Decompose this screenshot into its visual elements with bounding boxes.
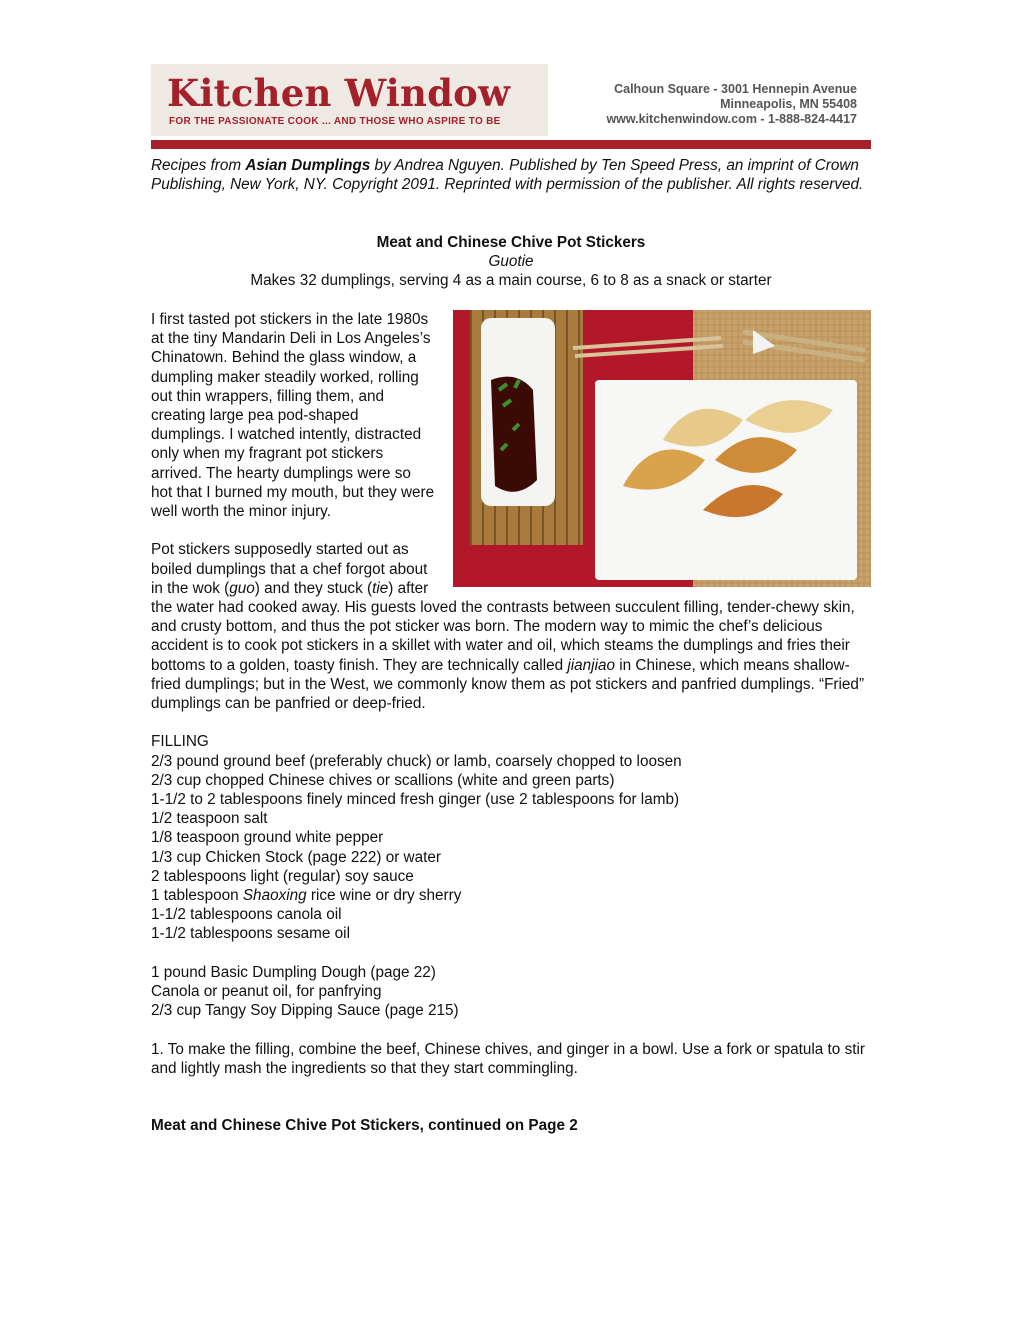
recipe-body — [151, 310, 871, 1154]
p2-part-c: ) after the water had cooked away. His guests loved the contrasts between succulent filling, tender-chewy skin, and crusty bottom, and thus the pot sticker was born. The modern way to mimic the chef’s delicious accident is to cook pot stickers in a skillet with water and oil, which steams the dumplings and fries their bottoms to a golden, toasty finish. They are technically called — [151, 579, 855, 674]
publisher-credit — [151, 156, 871, 194]
recipe-yield: Makes 32 dumplings, serving 4 as a main course, 6 to 8 as a snack or starter — [250, 272, 772, 290]
credit-prefix: Recipes from — [151, 157, 246, 174]
term-tie: tie — [372, 579, 389, 597]
ingredient: 2/3 cup Tangy Soy Dipping Sauce (page 215) — [151, 1002, 459, 1020]
term-guo: guo — [229, 579, 255, 597]
logo-tagline: FOR THE PASSIONATE COOK ... AND THOSE WHO ASPIRE TO BE — [169, 116, 501, 127]
letterhead — [151, 64, 871, 140]
filling-heading: FILLING — [151, 733, 209, 751]
ingredient: Canola or peanut oil, for panfrying — [151, 983, 382, 1001]
p2-part-a: Pot stickers supposedly started out as boiled dumplings that a chef forgot about in the wok ( — [151, 541, 428, 597]
recipe-title: Meat and Chinese Chive Pot Stickers — [376, 234, 646, 251]
wine-part-a: 1 tablespoon — [151, 887, 243, 905]
ingredient-wine — [151, 886, 871, 905]
book-title: Asian Dumplings — [245, 157, 371, 174]
continued-note: Meat and Chinese Chive Pot Stickers, continued on Page 2 — [151, 1117, 578, 1135]
term-jianjiao: jianjiao — [567, 656, 615, 674]
ingredient: 2/3 cup chopped Chinese chives or scallions (white and green parts) — [151, 771, 615, 789]
p2-part-b: ) and they stuck ( — [254, 579, 373, 597]
wine-part-b: rice wine or dry sherry — [306, 887, 462, 905]
document-page — [151, 64, 871, 1135]
intro-paragraph-1: I first tasted pot stickers in the late 1980s at the tiny Mandarin Deli in Los Angeles’s Chinatown. Behind the glass window, a dumpling maker steadily worked, rolling out thin wrappers, filling them, and creating large pea pod-shaped dumplings. I watched intently, distracted only when my fragrant pot stickers arrived. The hearty dumplings were so hot that I burned my mouth, but they were well worth the minor injury. — [151, 311, 435, 521]
recipe-heading — [151, 233, 871, 291]
address-line-3: www.kitchenwindow.com - 1-888-824-4417 — [606, 112, 857, 126]
term-shaoxing: Shaoxing — [242, 887, 307, 905]
store-address — [606, 82, 857, 127]
logo — [151, 64, 548, 136]
recipe-subtitle: Guotie — [488, 253, 534, 271]
ingredient: 1 pound Basic Dumpling Dough (page 22) — [151, 963, 436, 981]
extras-list — [151, 963, 871, 1021]
header-rule — [151, 140, 871, 149]
credit-suffix: by Andrea Nguyen. Published by Ten Speed Press, an imprint of Crown Publishing, New York, NY. Copyright 2091. Reprinted with permission of the publisher. All rights reserved. — [151, 157, 864, 194]
ingredient: 1/8 teaspoon ground white pepper — [151, 829, 384, 847]
filling-list — [151, 732, 871, 943]
address-line-2: Minneapolis, MN 55408 — [720, 97, 857, 111]
ingredient: 2 tablespoons light (regular) soy sauce — [151, 867, 414, 885]
dumplings-illustration — [453, 310, 871, 587]
ingredient: 2/3 pound ground beef (preferably chuck) or lamb, coarsely chopped to loosen — [151, 752, 682, 770]
ingredient: 1-1/2 tablespoons canola oil — [151, 906, 342, 924]
p2-part-d: in Chinese, which means shallow-fried dumplings; but in the West, we commonly know them as pot stickers and panfried dumplings. “Fried” dumplings can be panfried or deep-fried. — [151, 656, 865, 713]
logo-title: Kitchen Window — [167, 71, 511, 115]
ingredient: 1/3 cup Chicken Stock (page 222) or water — [151, 848, 441, 866]
ingredient: 1-1/2 tablespoons sesame oil — [151, 925, 350, 943]
dumplings-photo — [453, 310, 871, 587]
address-line-1: Calhoun Square - 3001 Hennepin Avenue — [614, 82, 857, 96]
ingredient: 1-1/2 to 2 tablespoons finely minced fresh ginger (use 2 tablespoons for lamb) — [151, 791, 680, 809]
ingredient: 1/2 teaspoon salt — [151, 810, 268, 828]
step-1: 1. To make the filling, combine the beef, Chinese chives, and ginger in a bowl. Use a fork or spatula to stir and lightly mash the ingredients so that they start commingling. — [151, 1040, 865, 1077]
